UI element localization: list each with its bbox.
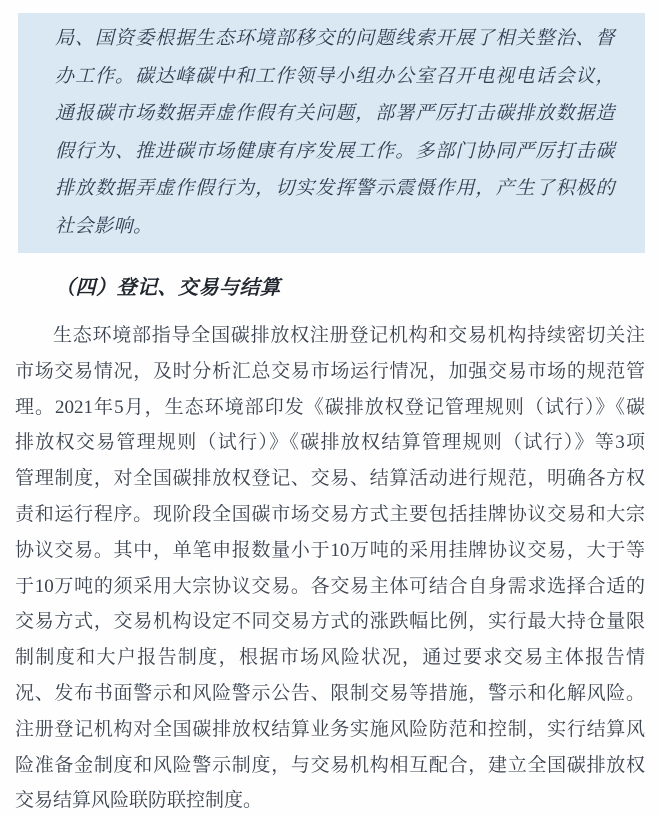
text-line: 责和运行程序。现阶段全国碳市场交易方式主要包括挂牌协议交易和大宗 <box>15 503 645 525</box>
text-line: 排放权交易管理规则（试行）》《碳排放权结算管理规则（试行）》等3项 <box>15 432 645 454</box>
text-line: 况、发布书面警示和风险警示公告、限制交易等措施，警示和化解风险。 <box>15 682 645 704</box>
body-paragraph <box>15 318 645 815</box>
text-line: 办工作。碳达峰碳中和工作领导小组办公室召开电视电话会议， <box>55 65 615 87</box>
text-line: 交易结算风险联防联控制度。 <box>15 790 263 812</box>
text-line: 制制度和大户报告制度，根据市场风险状况，通过要求交易主体报告情 <box>15 647 645 669</box>
text-line: 假行为、推进碳市场健康有序发展工作。多部门协同严厉打击碳 <box>55 140 615 162</box>
text-line: 险准备金制度和风险警示制度，与交易机构相互配合，建立全国碳排放权 <box>15 754 645 776</box>
text-line: 排放数据弄虚作假行为，切实发挥警示震慑作用，产生了积极的 <box>55 178 615 199</box>
text-line: 管理制度，对全国碳排放权登记、交易、结算活动进行规范，明确各方权 <box>15 468 645 490</box>
text-line: 通报碳市场数据弄虚作假有关问题，部署严厉打击碳排放数据造 <box>55 103 615 124</box>
text-line: 社会影响。 <box>55 215 153 237</box>
text-line: 生态环境部指导全国碳排放权注册登记机构和交易机构持续密切关注 <box>53 325 645 346</box>
text-line: 理。2021年5月，生态环境部印发《碳排放权登记管理规则（试行）》《碳 <box>15 396 645 418</box>
text-line: 注册登记机构对全国碳排放权结算业务实施风险防范和控制，实行结算风 <box>15 718 645 740</box>
text-line: 市场交易情况，及时分析汇总交易市场运行情况，加强交易市场的规范管 <box>15 360 645 382</box>
text-line: 局、国资委根据生态环境部移交的问题线索开展了相关整治、督 <box>55 28 615 49</box>
highlight-quote-box <box>18 13 645 253</box>
text-line: 交易方式，交易机构设定不同交易方式的涨跌幅比例，实行最大持仓量限 <box>15 611 645 633</box>
text-line: 协议交易。其中，单笔申报数量小于10万吨的采用挂牌协议交易，大于等 <box>15 539 645 561</box>
section-heading: （四）登记、交易与结算 <box>55 277 281 299</box>
text-line: 于10万吨的须采用大宗协议交易。各交易主体可结合自身需求选择合适的 <box>15 575 645 597</box>
